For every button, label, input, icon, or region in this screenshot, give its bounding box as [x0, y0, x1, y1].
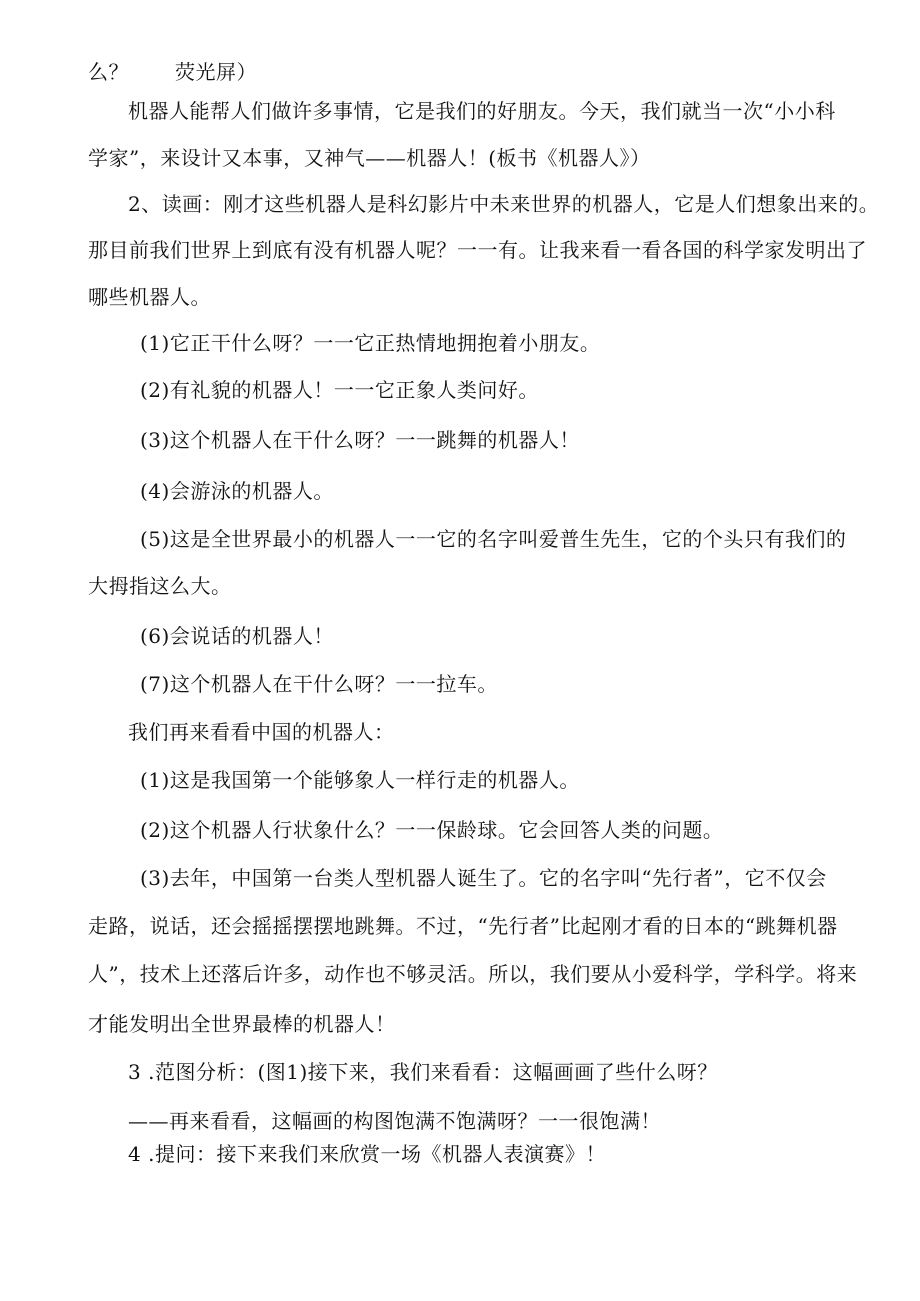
- list-item: (4)会游泳的机器人。: [140, 479, 334, 503]
- paragraph-line: 那目前我们世界上到底有没有机器人呢？一一有。让我来看一看各国的科学家发明出了: [88, 238, 867, 262]
- list-item: (5)这是全世界最小的机器人一一它的名字叫爱普生先生，它的个头只有我们的: [140, 527, 847, 551]
- list-item: (1)这是我国第一个能够象人一样行走的机器人。: [140, 768, 580, 792]
- list-item: (1)它正干什么呀？一一它正热情地拥抱着小朋友。: [140, 331, 601, 355]
- paragraph-line: 机器人能帮人们做许多事情，它是我们的好朋友。今天，我们就当一次“小小科: [128, 99, 836, 123]
- paragraph-line: 我们再来看看中国的机器人：: [128, 720, 395, 744]
- paragraph-line: 人”，技术上还落后许多，动作也不够灵活。所以，我们要从小爱科学，学科学。将来: [88, 962, 858, 986]
- paragraph-line: 哪些机器人。: [88, 285, 211, 309]
- list-item: (2)这个机器人行状象什么？一一保龄球。它会回答人类的问题。: [140, 818, 724, 842]
- paragraph-line: ——再来看看，这幅画的构图饱满不饱满呀？一一很饱满！: [128, 1109, 661, 1133]
- paragraph-line: [88, 60, 848, 84]
- list-item: (3)去年，中国第一台类人型机器人诞生了。它的名字叫“先行者”，它不仅会: [140, 866, 827, 890]
- paragraph-line: 学家”，来设计又本事，又神气——机器人！(板书《机器人》）: [88, 146, 651, 170]
- list-item: (7)这个机器人在干什么呀？一一拉车。: [140, 672, 498, 696]
- paragraph-line: 走路，说话，还会摇摇摆摆地跳舞。不过，“先行者”比起刚才看的日本的“跳舞机器: [88, 914, 838, 938]
- paragraph-line: 2、读画：刚才这些机器人是科幻影片中未来世界的机器人，它是人们想象出来的。: [128, 192, 880, 216]
- list-item: (6)会说话的机器人！: [140, 624, 334, 648]
- line-text: 么？: [88, 60, 129, 84]
- paragraph-line: 4 .提问：接下来我们来欣赏一场《机器人表演赛》！: [128, 1142, 606, 1166]
- paragraph-line: 3 .范图分析：(图1)接下来，我们来看看：这幅画画了些什么呀？: [128, 1060, 718, 1084]
- line-text: 荧光屏）: [175, 60, 257, 84]
- list-item: (3)这个机器人在干什么呀？一一跳舞的机器人！: [140, 428, 580, 452]
- paragraph-line: 大拇指这么大。: [88, 574, 232, 598]
- list-item: (2)有礼貌的机器人！一一它正象人类问好。: [140, 378, 539, 402]
- paragraph-line: 才能发明出全世界最棒的机器人！: [88, 1012, 396, 1036]
